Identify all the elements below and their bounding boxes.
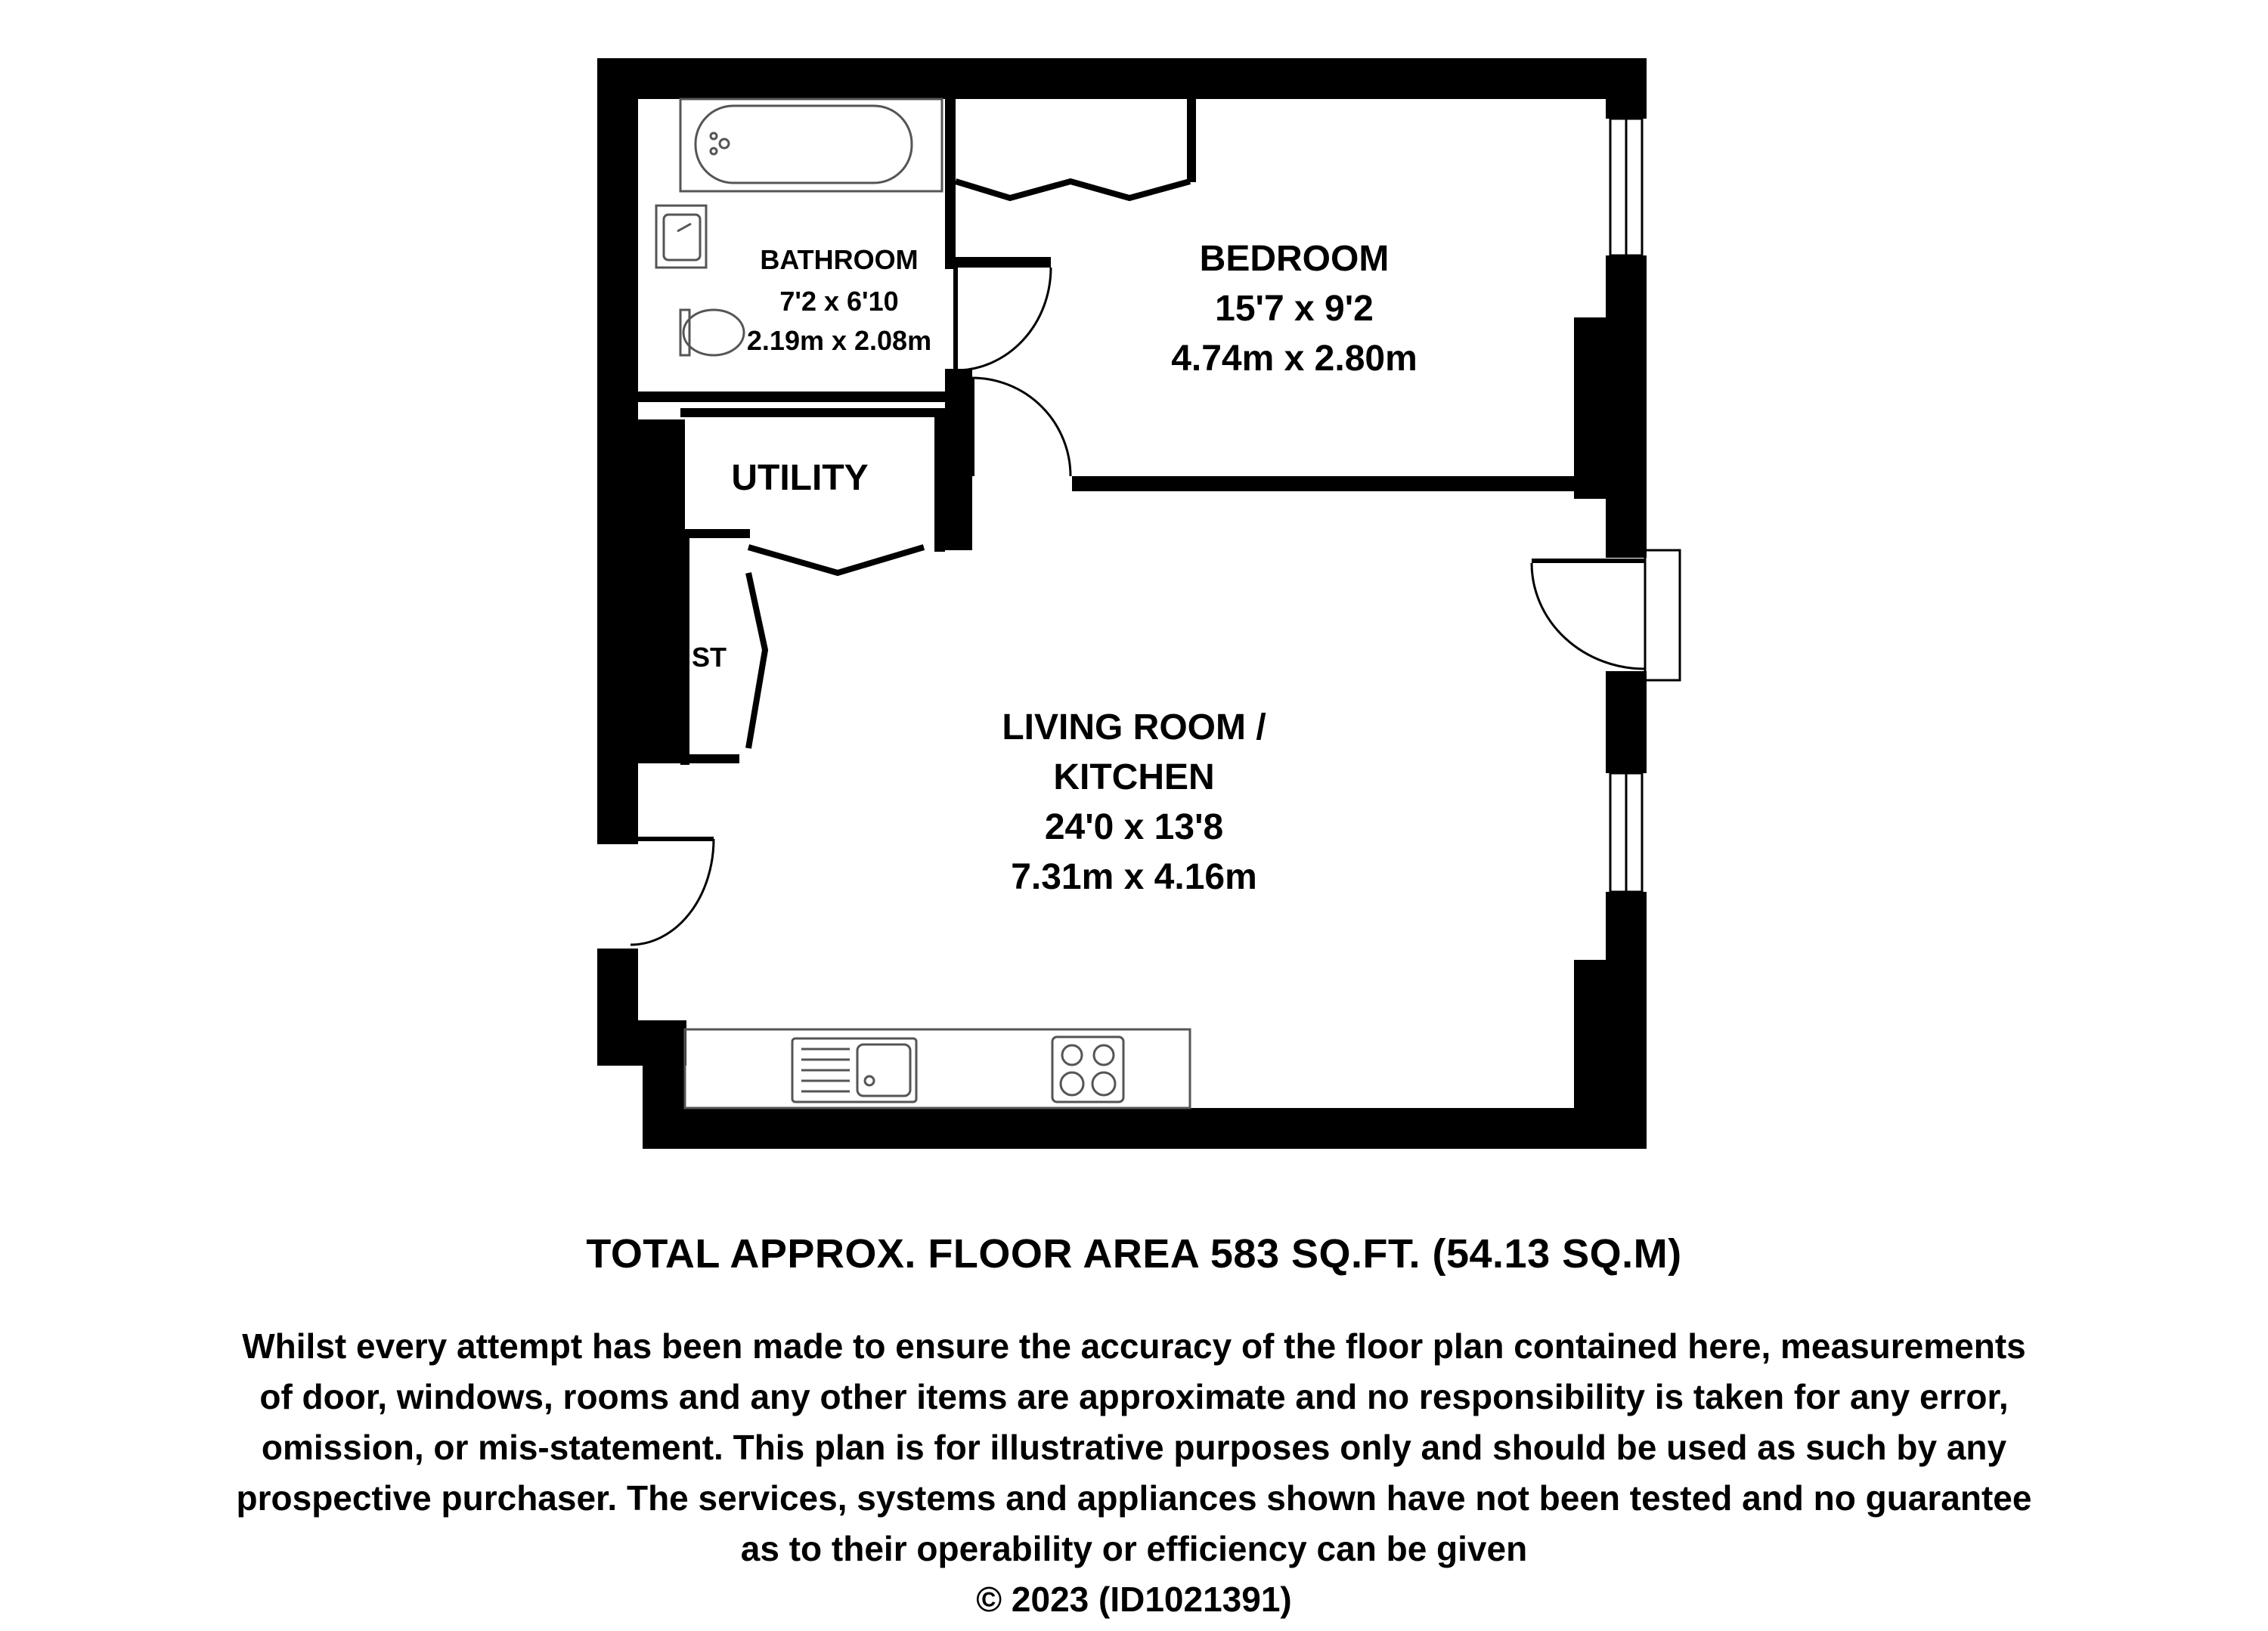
balcony-door	[1532, 563, 1645, 669]
copyright: © 2023 (ID1021391)	[976, 1580, 1292, 1619]
wardrobe-right-post	[1187, 99, 1196, 182]
living-label	[1002, 707, 1266, 897]
bedroom-name: BEDROOM	[1199, 239, 1390, 279]
utility-name: UTILITY	[731, 458, 869, 498]
bathroom-label	[747, 244, 931, 356]
utility-label	[731, 458, 868, 498]
corridor-wall-lower	[945, 475, 972, 550]
disclaimer-line: as to their operability or efficiency can be given	[740, 1529, 1528, 1568]
disclaimer	[0, 1321, 2268, 1625]
corridor-wall-upper	[945, 369, 956, 475]
living-name-line1: LIVING ROOM /	[1002, 707, 1266, 747]
wardrobe-bifold	[956, 181, 1190, 198]
kitchen-fixtures	[685, 1029, 1190, 1108]
bathroom-door	[956, 268, 1051, 370]
store-label	[692, 642, 727, 673]
total-floor-area: TOTAL APPROX. FLOOR AREA 583 SQ.FT. (54.13 SQ.M)	[586, 1231, 1682, 1277]
right-wall-mid2	[1606, 671, 1647, 773]
utility-bottom-wall	[680, 529, 750, 538]
kitchen-worktop	[685, 1029, 1190, 1108]
disclaimer-line: omission, or mis-statement. This plan is for illustrative purposes only and should be used as such by any	[261, 1428, 2007, 1467]
right-wall-block2	[1574, 960, 1647, 1149]
disclaimer-line: prospective purchaser. The services, systems and appliances shown have not been tested and no guarantee	[236, 1478, 2032, 1518]
toilet-cistern	[680, 310, 689, 355]
bathroom-fixtures	[656, 99, 942, 355]
right-wall-block1	[1574, 317, 1647, 499]
bathroom-name: BATHROOM	[760, 244, 919, 275]
bottom-wall	[643, 1108, 1647, 1149]
store-bottom-wall	[685, 754, 739, 763]
right-wall-top	[1606, 58, 1647, 119]
toilet	[683, 310, 744, 355]
disclaimer-line: Whilst every attempt has been made to ensure the accuracy of the floor plan contained here, measurements	[242, 1326, 2026, 1366]
utility-top-wall	[680, 408, 945, 417]
store-bifold	[748, 573, 765, 748]
living-name-line2: KITCHEN	[1053, 757, 1215, 797]
living-metric: 7.31m x 4.16m	[1011, 857, 1257, 897]
wardrobe-left-post	[945, 99, 956, 182]
bathroom-imperial: 7'2 x 6'10	[779, 286, 899, 317]
top-wall	[597, 58, 1647, 99]
bathroom-metric: 2.19m x 2.08m	[746, 325, 932, 356]
corridor-jamb	[956, 369, 972, 482]
bedroom-label	[1171, 239, 1418, 379]
store-left-wall	[680, 538, 689, 765]
living-imperial: 24'0 x 13'8	[1044, 807, 1224, 847]
disclaimer-line: of door, windows, rooms and any other items are approximate and no responsibility is taken for any error,	[259, 1377, 2009, 1416]
bedroom-metric: 4.74m x 2.80m	[1171, 339, 1418, 379]
bedroom-door	[972, 378, 1070, 476]
bath-door-jamb	[945, 257, 1051, 268]
store-name: ST	[691, 642, 727, 673]
bedroom-bottom-wall	[1072, 476, 1606, 491]
utility-bifold	[748, 547, 924, 573]
bath-bottom-wall	[638, 392, 956, 402]
utility-right-wall	[934, 408, 945, 552]
bedroom-imperial: 15'7 x 9'2	[1215, 289, 1374, 329]
left-wall-block	[597, 419, 685, 763]
sink-bowl	[857, 1045, 910, 1096]
entrance-door	[631, 839, 714, 945]
